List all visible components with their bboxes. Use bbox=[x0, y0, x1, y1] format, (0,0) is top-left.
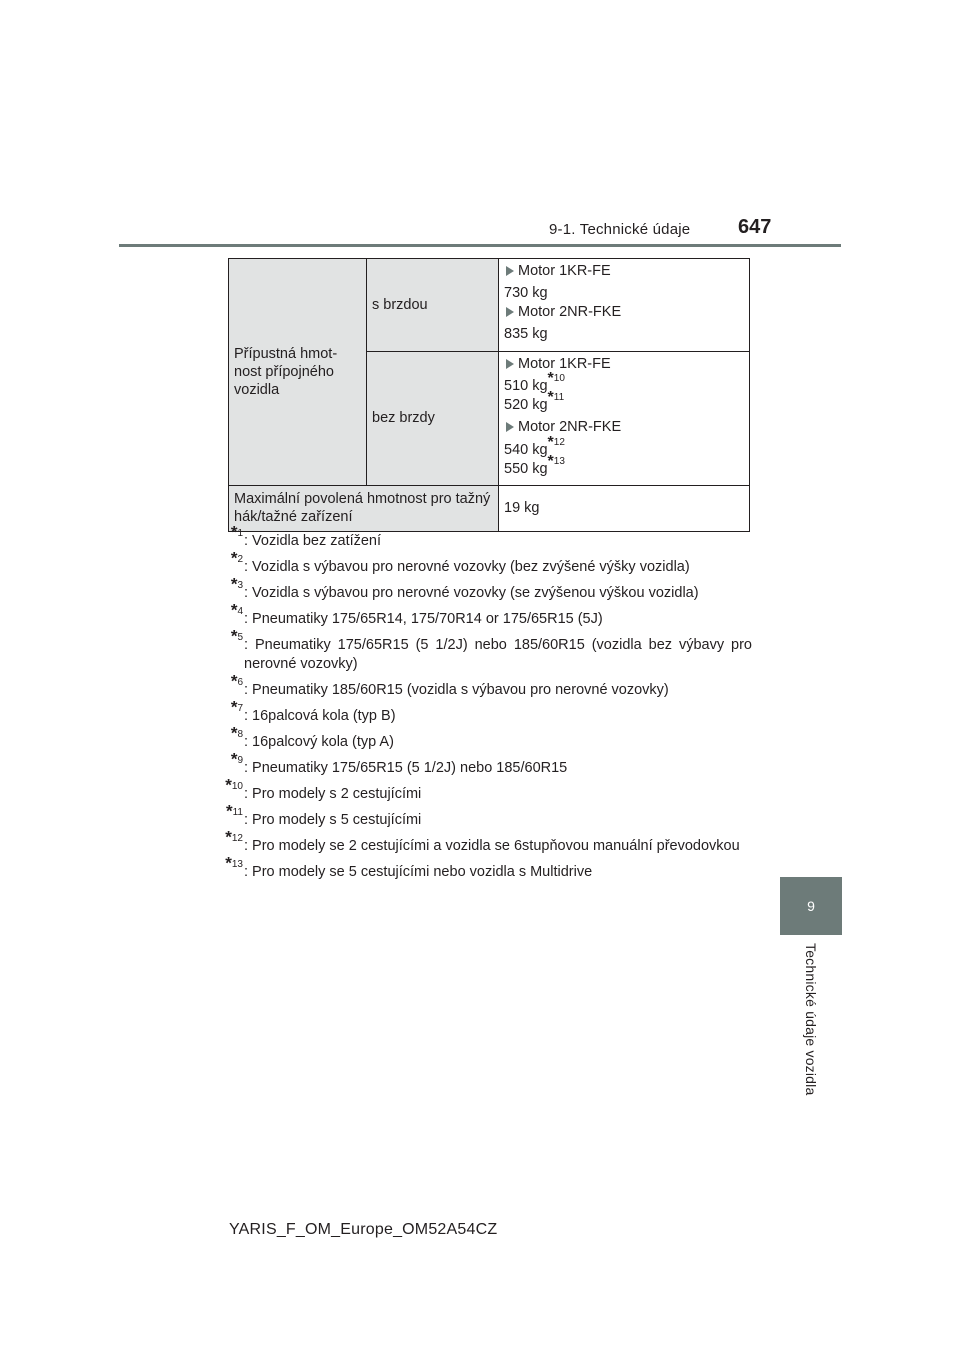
footnote-number: 11 bbox=[232, 807, 243, 818]
engine-name: Motor 1KR-FE bbox=[518, 263, 611, 279]
footnote-star: * bbox=[230, 574, 238, 594]
hitch-label: Maximální povolená hmotnost pro tažný hák/tažné zařízení bbox=[234, 491, 491, 526]
footnote-number: 13 bbox=[231, 859, 243, 870]
footnote-star: * bbox=[230, 626, 238, 646]
weight-value: 730 kg bbox=[504, 285, 548, 302]
footnote-number: 4 bbox=[237, 606, 243, 617]
table-row bbox=[229, 259, 750, 352]
footnote-star: * bbox=[230, 671, 238, 691]
footnote-number: 7 bbox=[237, 703, 243, 714]
footnote-item bbox=[212, 801, 752, 830]
footnote-star: * bbox=[547, 433, 554, 451]
towing-spec-table bbox=[228, 258, 750, 532]
footnote-number: 8 bbox=[237, 729, 243, 740]
table-row bbox=[229, 485, 750, 531]
footnote-ref: 10 bbox=[553, 373, 565, 385]
footnote-star: * bbox=[547, 369, 554, 387]
footnote-number: 6 bbox=[237, 677, 243, 688]
engine-name: Motor 2NR-FKE bbox=[518, 419, 622, 436]
footnote-text: : 16palcová kola (typ B) bbox=[244, 708, 396, 724]
without-brake-label-cell bbox=[367, 352, 499, 486]
chapter-tab[interactable] bbox=[780, 877, 842, 935]
engine-item bbox=[504, 262, 744, 280]
footnote-item bbox=[212, 626, 752, 674]
footnote-number: 9 bbox=[237, 755, 243, 766]
trailer-weight-label-cell bbox=[229, 259, 367, 486]
footnote-star: * bbox=[225, 853, 232, 873]
footnote-star: * bbox=[225, 801, 233, 821]
engine-name: Motor 1KR-FE bbox=[518, 356, 611, 372]
footnote-item bbox=[212, 522, 752, 551]
weight-value: 520 kg*$^{11}$ bbox=[504, 389, 565, 414]
with-brake-values bbox=[499, 259, 750, 352]
engine-item bbox=[504, 418, 744, 436]
section-title: 9-1. Technické údaje bbox=[549, 221, 691, 238]
footnote-item bbox=[212, 827, 752, 856]
footnote-number: 3 bbox=[237, 580, 243, 591]
footnote-ref: 11 bbox=[553, 392, 565, 404]
footnote-text: : Pro modely se 5 cestujícími nebo vozidla s Multidrive bbox=[244, 864, 593, 880]
engine-item bbox=[504, 303, 744, 321]
weight-value: 835 kg bbox=[504, 326, 548, 343]
footnote-item bbox=[212, 775, 752, 804]
without-brake-label: bez brzdy bbox=[372, 410, 435, 427]
footnote-number: 10 bbox=[231, 781, 243, 792]
weight-value: 550 kg*$^{13}$ bbox=[504, 452, 565, 477]
footnote-star: * bbox=[230, 697, 238, 717]
hitch-label-cell bbox=[229, 485, 499, 531]
footnote-star: * bbox=[547, 452, 554, 470]
footnote-number: 1 bbox=[237, 528, 243, 539]
footnote-star: * bbox=[547, 389, 554, 407]
footnote-star: * bbox=[230, 749, 238, 769]
triangle-bullet-icon bbox=[506, 422, 514, 432]
footnote-item bbox=[212, 548, 752, 577]
footnote-item bbox=[212, 574, 752, 603]
page-number: 647 bbox=[738, 216, 772, 238]
footnote-item bbox=[212, 671, 752, 700]
footnote-item bbox=[212, 723, 752, 752]
engine-item bbox=[504, 355, 744, 373]
footnote-star: * bbox=[230, 548, 238, 568]
footnote-star: * bbox=[230, 600, 238, 620]
footnote-ref: 13 bbox=[553, 455, 565, 467]
engine-name: Motor 2NR-FKE bbox=[518, 304, 622, 321]
footnote-star: * bbox=[230, 723, 238, 743]
triangle-bullet-icon bbox=[506, 266, 514, 276]
footnote-item bbox=[212, 853, 752, 882]
footnote-number: 2 bbox=[237, 554, 243, 565]
with-brake-label: s brzdou bbox=[372, 296, 428, 313]
footer-doc-id: YARIS_F_OM_Europe_OM52A54CZ bbox=[229, 1221, 498, 1238]
hitch-value-cell bbox=[499, 485, 750, 531]
footnote-star: * bbox=[230, 522, 238, 542]
footnote-ref: 12 bbox=[553, 436, 565, 448]
footnote-text: : Pneumatiky 175/65R14, 175/70R14 or 175/65R15 (5J) bbox=[244, 611, 603, 627]
footnote-text: : Vozidla s výbavou pro nerovné vozovky (se zvýšenou výškou vozidla) bbox=[244, 585, 699, 601]
chapter-number: 9 bbox=[807, 898, 815, 914]
footnote-text: : Pneumatiky 185/60R15 (vozidla s výbavou pro nerovné vozovky) bbox=[244, 682, 669, 698]
without-brake-values bbox=[499, 352, 750, 486]
header-divider bbox=[119, 244, 841, 247]
footnote-text: : Vozidla bez zatížení bbox=[244, 533, 382, 549]
footnote-text: : Vozidla s výbavou pro nerovné vozovky (bez zvýšené výšky vozidla) bbox=[244, 559, 690, 575]
footnote-star: * bbox=[225, 775, 232, 795]
footnote-star: * bbox=[225, 827, 232, 847]
triangle-bullet-icon bbox=[506, 359, 514, 369]
hitch-value: 19 kg bbox=[504, 500, 540, 517]
chapter-title: Technické údaje vozidla bbox=[803, 943, 819, 1096]
with-brake-label-cell bbox=[367, 259, 499, 352]
footnote-text: : Pro modely s 5 cestujícími bbox=[244, 812, 422, 828]
footnote-number: 5 bbox=[237, 632, 243, 643]
footnote-text: : Pro modely se 2 cestujícími a vozidla se 6stupňovou manuální převodovkou bbox=[244, 838, 740, 854]
footnotes-list bbox=[212, 522, 752, 889]
weight-value: 540 kg*$^{12}$ bbox=[504, 433, 565, 458]
trailer-weight-label: Přípustná hmot-nost přípojného vozidla bbox=[234, 345, 338, 398]
triangle-bullet-icon bbox=[506, 307, 514, 317]
footnote-text: : Pro modely s 2 cestujícími bbox=[244, 786, 422, 802]
footnote-item bbox=[212, 600, 752, 629]
footnote-number: 12 bbox=[231, 833, 243, 844]
footnote-item bbox=[212, 749, 752, 778]
footnote-text: : Pneumatiky 175/65R15 (5 1/2J) nebo 185/60R15 bbox=[244, 760, 568, 776]
footnote-item bbox=[212, 697, 752, 726]
weight-value: 510 kg*$^{10}$ bbox=[504, 369, 565, 395]
footnote-text: : Pneumatiky 175/65R15 (5 1/2J) nebo 185/60R15 (vozidla bez výbavy pro nerovné vozovky) bbox=[244, 637, 752, 672]
footnote-text: : 16palcový kola (typ A) bbox=[244, 734, 394, 750]
